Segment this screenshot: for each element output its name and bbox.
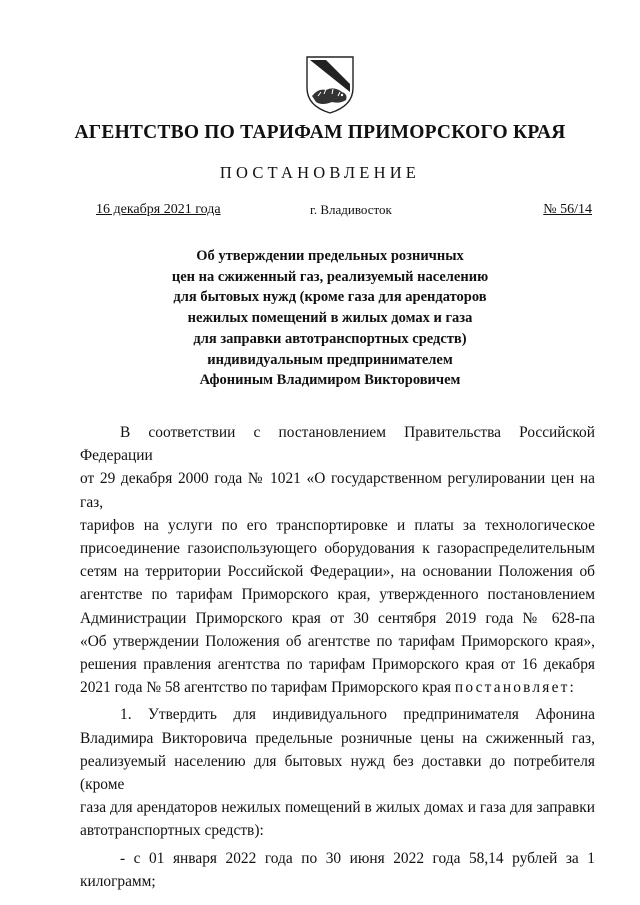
body-line: В соответствии с постановлением Правительства Российской Федерации: [80, 424, 595, 465]
item-1-line: Владимира Викторовича предельные розничные цены на сжиженный газ,: [80, 729, 595, 747]
agency-title: АГЕНТСТВО ПО ТАРИФАМ ПРИМОРСКОГО КРАЯ: [74, 122, 566, 143]
resolves-word: постановляет:: [454, 679, 577, 697]
price-line: - с 01 января 2022 года по 30 июня 2022 года 58,14 рублей за 1: [120, 849, 595, 867]
body-line: [80, 676, 595, 699]
subject-line: для бытовых нужд (кроме газа для арендаторов: [173, 289, 487, 306]
body-line-text: 2021 года № 58 агентство по тарифам Приморского края: [80, 679, 455, 697]
document-type: ПОСТАНОВЛЕНИЕ: [219, 163, 421, 182]
body-line: присоединение газоиспользующего оборудования к газораспределительным: [80, 540, 595, 558]
subject-line: цен на сжиженный газ, реализуемый населению: [171, 268, 489, 285]
document-subject: [130, 246, 530, 391]
subject-line: для заправки автотранспортных средств): [193, 330, 467, 347]
primorsky-krai-coat-of-arms-icon: [304, 54, 356, 116]
price-line: килограмм;: [80, 872, 156, 890]
item-1-line: реализуемый населению для бытовых нужд без доставки до потребителя (кроме: [80, 752, 595, 794]
document-city: г. Владивосток: [310, 202, 392, 217]
document-body: [80, 421, 595, 893]
item-1-line: 1. Утвердить для индивидуального предпринимателя Афонина: [120, 706, 595, 724]
document-number: № 56/14: [543, 202, 592, 217]
body-line: агентстве по тарифам Приморского края, утвержденного постановлением: [80, 586, 595, 604]
body-line: решения правления агентства по тарифам Приморского края от 16 декабря: [80, 656, 595, 674]
body-line: «Об утверждении Положения об агентстве по тарифам Приморского края»,: [80, 632, 595, 650]
item-1-line: автотранспортных средств):: [80, 822, 264, 840]
subject-line: нежилых помещений в жилых домах и газа: [187, 310, 473, 327]
subject-line: Об утверждении предельных розничных: [196, 248, 464, 264]
body-line: от 29 декабря 2000 года № 1021 «О государственном регулировании цен на газ,: [80, 470, 595, 511]
document-date: 16 декабря 2021 года: [96, 202, 221, 217]
body-line: тарифов на услуги по его транспортировке и платы за технологическое: [80, 516, 595, 534]
body-line: Администрации Приморского края от 30 сентября 2019 года № 628-па: [80, 609, 595, 627]
body-line: сетям на территории Российской Федерации», на основании Положения об: [80, 563, 595, 581]
item-1-line: газа для арендаторов нежилых помещений в жилых домах и газа для заправки: [80, 799, 595, 817]
subject-line: индивидуальным предпринимателем: [207, 351, 453, 368]
subject-line: Афониным Владимиром Викторовичем: [199, 372, 461, 389]
